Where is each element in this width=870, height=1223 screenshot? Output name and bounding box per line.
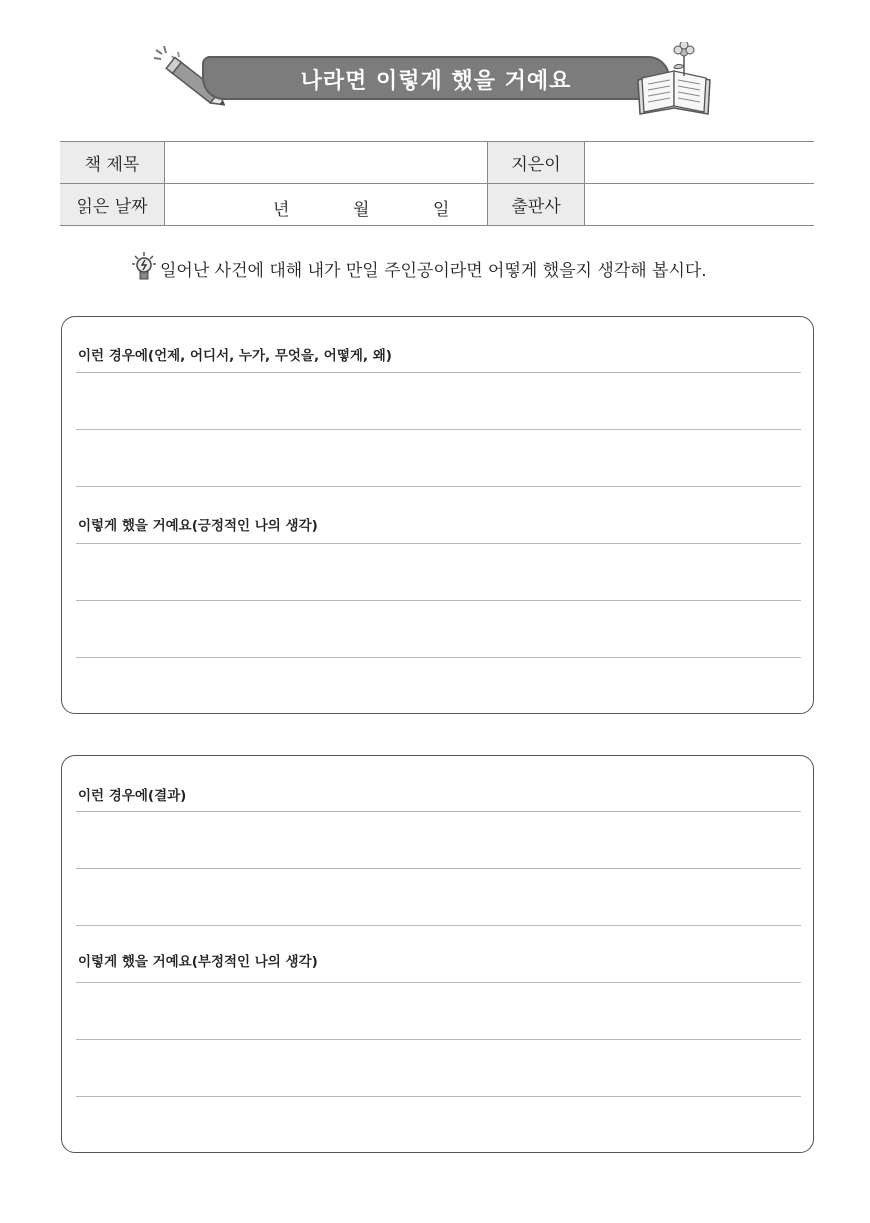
table-row	[60, 142, 814, 184]
writing-line[interactable]	[76, 1039, 801, 1040]
writing-box-negative	[61, 755, 814, 1153]
writing-line[interactable]	[76, 657, 801, 658]
writing-line[interactable]	[76, 372, 801, 373]
title-bar	[202, 56, 670, 100]
writing-line[interactable]	[76, 600, 801, 601]
book-title-field[interactable]	[165, 142, 488, 184]
writing-line[interactable]	[76, 868, 801, 869]
positive-thought-prompt: 이렇게 했을 거예요(긍정적인 나의 생각)	[78, 518, 318, 534]
book-title-label: 책 제목	[60, 142, 165, 184]
day-unit: 일	[433, 200, 450, 220]
situation-prompt: 이런 경우에(언제, 어디서, 누가, 무엇을, 어떻게, 왜)	[78, 348, 392, 364]
writing-box-positive	[61, 316, 814, 714]
result-prompt: 이런 경우에(결과)	[78, 788, 187, 804]
read-date-field[interactable]	[165, 184, 488, 226]
writing-line[interactable]	[76, 811, 801, 812]
writing-line[interactable]	[76, 429, 801, 430]
writing-line[interactable]	[76, 982, 801, 983]
negative-thought-prompt: 이렇게 했을 거예요(부정적인 나의 생각)	[78, 954, 318, 970]
writing-line[interactable]	[76, 543, 801, 544]
read-date-label: 읽은 날짜	[60, 184, 165, 226]
author-field[interactable]	[585, 142, 815, 184]
year-unit: 년	[273, 200, 290, 220]
page-title: 나라면 이렇게 했을 거예요	[300, 69, 572, 94]
book-info-table	[60, 141, 814, 226]
instruction-text: 일어난 사건에 대해 내가 만일 주인공이라면 어떻게 했을지 생각해 봅시다.	[160, 261, 707, 281]
lightbulb-icon	[132, 252, 156, 282]
table-row	[60, 184, 814, 226]
title-banner	[150, 42, 720, 122]
book-icon	[628, 42, 720, 122]
author-label: 지은이	[488, 142, 585, 184]
month-unit: 월	[353, 200, 370, 220]
writing-line[interactable]	[76, 925, 801, 926]
instruction	[132, 252, 772, 282]
publisher-label: 출판사	[488, 184, 585, 226]
writing-line[interactable]	[76, 1096, 801, 1097]
publisher-field[interactable]	[585, 184, 815, 226]
writing-line[interactable]	[76, 486, 801, 487]
